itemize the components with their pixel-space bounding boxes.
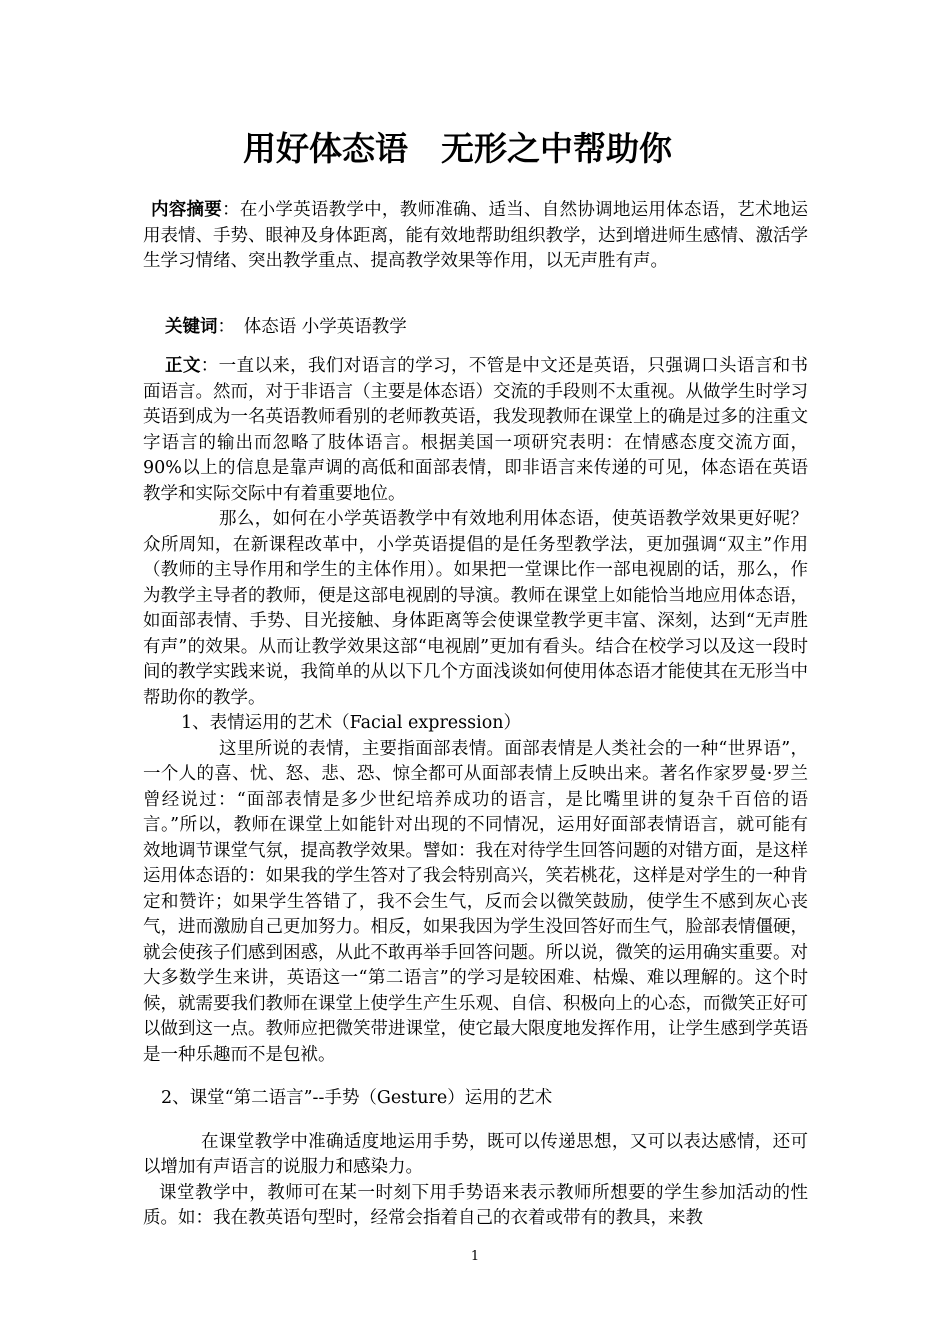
document-title: 用好体态语 无形之中帮助你 <box>243 129 672 168</box>
main-paragraph-5: 课堂教学中，教师可在某一时刻下用手势语来表示教师所想要的学生参加活动的性质。如：我在教英语句型时，经常会指着自己的衣着或带有的教具，来教 <box>143 1182 808 1228</box>
main-paragraph-3: 这里所说的表情，主要指面部表情。面部表情是人类社会的一种“世界语”，一个人的喜、忧、怒、悲、恐、惊全都可从面部表情上反映出来。著名作家罗曼·罗兰曾经说过：“面部表情是多少世纪培养成功的语言，是比嘴里讲的复杂千百倍的语言。”所以，教师在课堂上如能针对出现的不同情况，运用好面部表情语言，就可能有效地调节课堂气氛，提高教学效果。譬如：我在对待学生回答问题的对错方面，是这样运用体态语的：如果我的学生答对了我会特别高兴，笑若桃花，这样是对学生的一种肯定和赞许；如果学生答错了，我不会生气，反而会以微笑鼓励，使学生不感到灰心丧气，进而激励自己更加努力。相反，如果我因为学生没回答好而生气，脸部表情僵硬，就会使孩子们感到困惑，从此不敢再举手回答问题。所以说，微笑的运用确实重要。对大多数学生来讲，英语这一“第二语言”的学习是较困难、枯燥、难以理解的。这个时候，就需要我们教师在课堂上使学生产生乐观、自信、积极向上的心态，而微笑正好可以做到这一点。教师应把微笑带进课堂，使它最大限度地发挥作用，让学生感到学英语是一种乐趣而不是包袱。 <box>143 738 808 1065</box>
abstract-label: 内容摘要 <box>151 200 223 220</box>
section-heading-2: 2、课堂“第二语言”--手势（Gesture）运用的艺术 <box>161 1088 553 1108</box>
main-label: 正文 <box>165 356 201 376</box>
main-text-1: ：一直以来，我们对语言的学习，不管是中文还是英语，只强调口头语言和书面语言。然而，对于非语言（主要是体态语）交流的手段则不太重视。从做学生时学习英语到成为一名英语教师看别的老师教英语，我发现教师在课堂上的确是过多的注重文字语言的输出而忽略了肢体语言。根据美国一项研究表明：在情感态度交流方面，90%以上的信息是靠声调的高低和面部表情，即非语言来传递的可见，体态语在英语教学和实际交际中有着重要地位。 <box>143 356 809 504</box>
page-number: 1 <box>470 1249 480 1264</box>
main-paragraph-2: 那么，如何在小学英语教学中有效地利用体态语，使英语教学效果更好呢？众所周知，在新课程改革中，小学英语提倡的是任务型教学法，更加强调“双主”作用（教师的主导作用和学生的主体作用）。如果把一堂课比作一部电视剧的话，那么，作为教学主导者的教师，便是这部电视剧的导演。教师在课堂上如能恰当地应用体态语，如面部表情、手势、目光接触、身体距离等会使课堂教学更丰富、深刻，达到“无声胜有声”的效果。从而让教学效果这部“电视剧”更加有看头。结合在校学习以及这一段时间的教学实践来说，我简单的从以下几个方面浅谈如何使用体态语才能使其在无形当中帮助你的教学。 <box>143 509 808 708</box>
keywords-text: ： 体态语 小学英语教学 <box>217 316 407 337</box>
main-paragraph-1 <box>143 354 808 507</box>
keywords-label: 关键词 <box>165 316 218 337</box>
abstract-text: ：在小学英语教学中，教师准确、适当、自然协调地运用体态语，艺术地运用表情、手势、眼神及身体距离，能有效地帮助组织教学，达到增进师生感情、激活学生学习情绪、突出教学重点、提高教学效果等作用，以无声胜有声。 <box>143 200 809 271</box>
section-heading-1: 1、表情运用的艺术（Facial expression） <box>181 713 522 733</box>
main-paragraph-4: 在课堂教学中准确适度地运用手势，既可以传递思想，又可以表达感情，还可以增加有声语言的说服力和感染力。 <box>143 1131 808 1177</box>
abstract-paragraph <box>143 198 808 275</box>
document-body <box>143 198 808 1232</box>
keywords-paragraph <box>143 315 808 341</box>
